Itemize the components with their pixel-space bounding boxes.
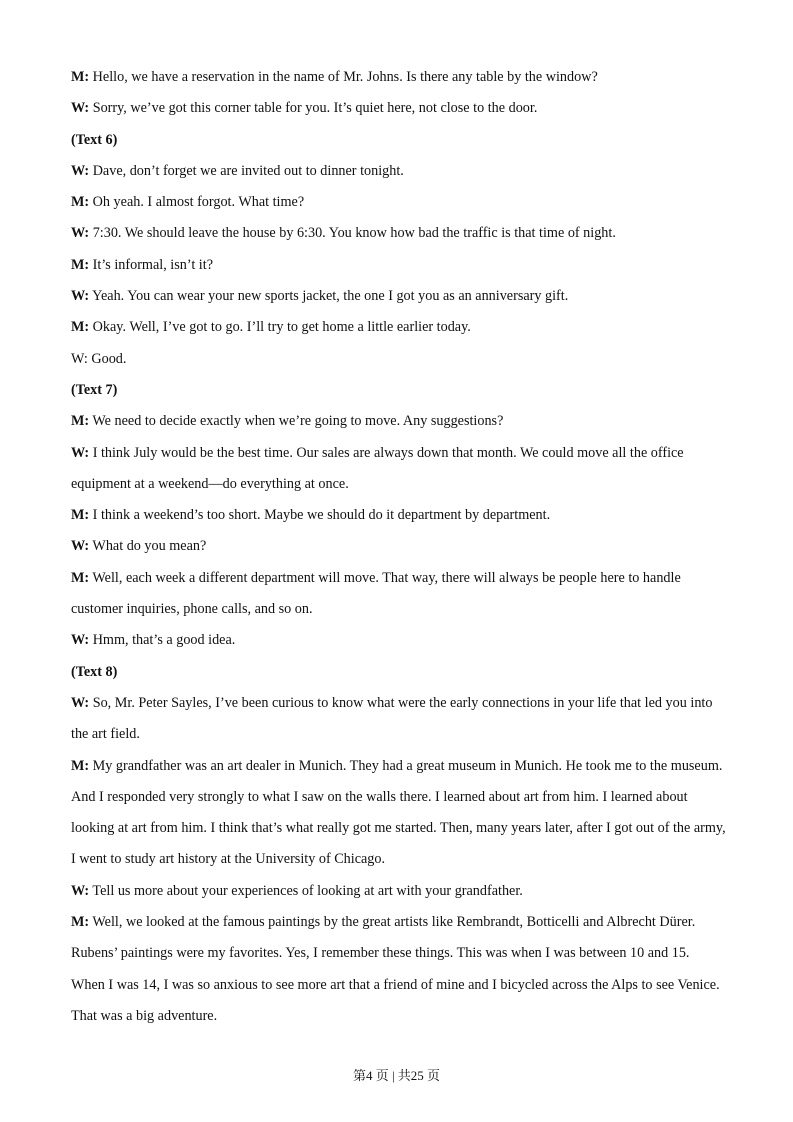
section-heading: (Text 7) xyxy=(71,381,118,398)
section-heading: (Text 6) xyxy=(71,131,118,148)
speaker-label: M: xyxy=(71,319,90,336)
continuation-line: And I responded very strongly to what I saw on the walls there. I learned about art from him. I learned about xyxy=(71,788,688,805)
speaker-label: W: xyxy=(71,288,90,305)
dialogue-text: Oh yeah. I almost forgot. What time? xyxy=(89,194,305,211)
dialogue-text: My grandfather was an art dealer in Munich. They had a great museum in Munich. He took me to the museum. xyxy=(89,757,723,774)
dialogue-text: We need to decide exactly when we’re going to move. Any suggestions? xyxy=(89,413,504,430)
speaker-label: W: xyxy=(71,882,90,899)
dialogue-line xyxy=(71,438,726,469)
section-heading: (Text 8) xyxy=(71,663,118,680)
dialogue-line xyxy=(71,688,726,719)
dialogue-text: 7:30. We should leave the house by 6:30. You know how bad the traffic is that time of night. xyxy=(89,225,616,242)
continuation-line: the art field. xyxy=(71,726,140,743)
speaker-label: W: xyxy=(71,444,90,461)
dialogue-line xyxy=(71,563,726,594)
dialogue-text: Well, each week a different department will move. That way, there will always be people here to handle xyxy=(89,569,681,586)
transcript-body xyxy=(71,62,726,1032)
dialogue-line xyxy=(71,62,726,93)
dialogue-line xyxy=(71,187,726,218)
dialogue-text: What do you mean? xyxy=(89,538,207,555)
dialogue-line xyxy=(71,907,726,938)
speaker-label: M: xyxy=(71,413,90,430)
dialogue-line xyxy=(71,312,726,343)
speaker-label: M: xyxy=(71,256,90,273)
dialogue-text: Tell us more about your experiences of looking at art with your grandfather. xyxy=(89,882,523,899)
dialogue-line xyxy=(71,531,726,562)
dialogue-line xyxy=(71,751,726,782)
speaker-label: W: xyxy=(71,694,90,711)
dialogue-text: I think a weekend’s too short. Maybe we should do it department by department. xyxy=(89,507,551,524)
dialogue-text: Sorry, we’ve got this corner table for you. It’s quiet here, not close to the door. xyxy=(89,100,538,117)
speaker-label: W: xyxy=(71,632,90,649)
dialogue-line xyxy=(71,281,726,312)
continuation-line: W: Good. xyxy=(71,350,127,367)
dialogue-line xyxy=(71,156,726,187)
page-footer: 第4 页 | 共25 页 xyxy=(352,1068,441,1083)
speaker-label: W: xyxy=(71,162,90,179)
continuation-line: looking at art from him. I think that’s what really got me started. Then, many years later, after I got out of the army, xyxy=(71,820,726,837)
speaker-label: M: xyxy=(71,194,90,211)
speaker-label: M: xyxy=(71,757,90,774)
dialogue-text: Okay. Well, I’ve got to go. I’ll try to get home a little earlier today. xyxy=(89,319,471,336)
dialogue-line xyxy=(71,876,726,907)
dialogue-text: Hello, we have a reservation in the name of Mr. Johns. Is there any table by the window? xyxy=(89,69,598,85)
speaker-label: W: xyxy=(71,100,90,117)
speaker-label: W: xyxy=(71,225,90,242)
continuation-line: When I was 14, I was so anxious to see more art that a friend of mine and I bicycled across the Alps to see Venice. xyxy=(71,976,720,993)
dialogue-line xyxy=(71,500,726,531)
dialogue-line xyxy=(71,625,726,656)
continuation-line: I went to study art history at the University of Chicago. xyxy=(71,851,386,868)
speaker-label: M: xyxy=(71,569,90,586)
dialogue-text: Yeah. You can wear your new sports jacket, the one I got you as an anniversary gift. xyxy=(89,288,569,305)
dialogue-line xyxy=(71,218,726,249)
speaker-label: W: xyxy=(71,538,90,555)
dialogue-text: Dave, don’t forget we are invited out to dinner tonight. xyxy=(89,162,404,179)
continuation-line: equipment at a weekend—do everything at once. xyxy=(71,475,349,492)
speaker-label: M: xyxy=(71,507,90,524)
dialogue-text: Hmm, that’s a good idea. xyxy=(89,632,236,649)
continuation-line: That was a big adventure. xyxy=(71,1007,218,1024)
dialogue-text: I think July would be the best time. Our sales are always down that month. We could move all the office xyxy=(89,444,684,461)
dialogue-text: So, Mr. Peter Sayles, I’ve been curious to know what were the early connections in your life that led you into xyxy=(89,694,713,711)
speaker-label: M: xyxy=(71,69,90,85)
dialogue-line xyxy=(71,250,726,281)
continuation-line: customer inquiries, phone calls, and so on. xyxy=(71,601,313,618)
dialogue-text: It’s informal, isn’t it? xyxy=(89,256,213,273)
continuation-line: Rubens’ paintings were my favorites. Yes, I remember these things. This was when I was between 10 and 15. xyxy=(71,945,690,962)
dialogue-text: Well, we looked at the famous paintings by the great artists like Rembrandt, Botticelli and Albrecht Dürer. xyxy=(89,914,696,931)
dialogue-line xyxy=(71,406,726,437)
dialogue-line xyxy=(71,93,726,124)
speaker-label: M: xyxy=(71,914,90,931)
